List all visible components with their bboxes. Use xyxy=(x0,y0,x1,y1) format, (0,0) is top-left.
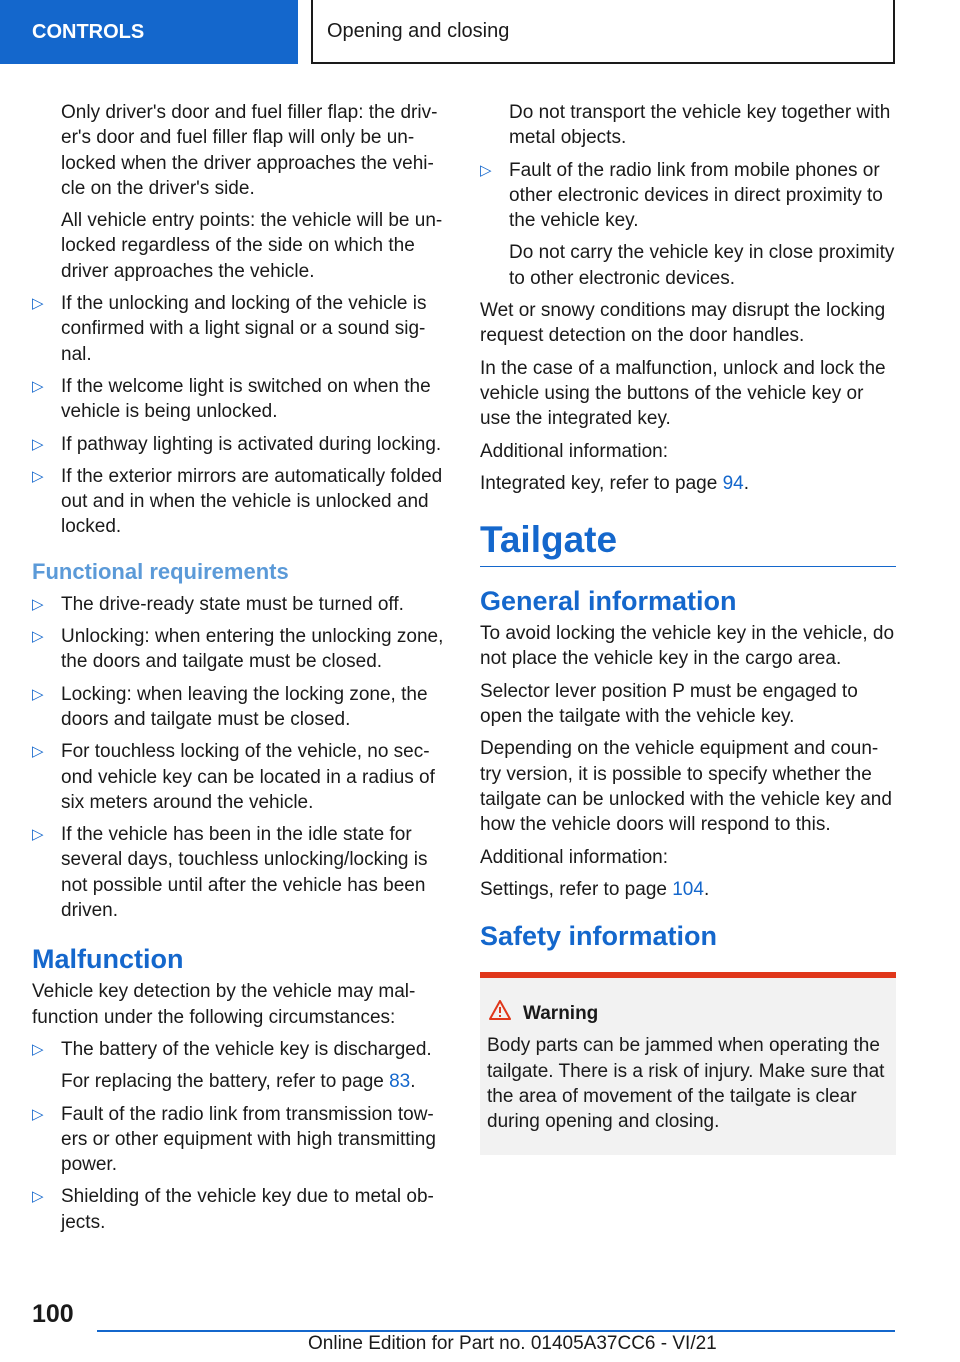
header-chapter-label xyxy=(311,0,895,64)
triangle-bullet-icon: ▷ xyxy=(32,1040,44,1058)
list-item-text: Fault of the radio link from transmission tow‐ers or other equipment with high transmitting power. xyxy=(61,1103,436,1176)
page-number: 100 xyxy=(32,1300,74,1328)
list-item xyxy=(32,592,445,617)
list-item xyxy=(32,624,445,675)
warning-triangle-icon xyxy=(489,1000,511,1027)
list-item xyxy=(32,1037,445,1095)
triangle-bullet-icon: ▷ xyxy=(32,435,44,453)
list-item xyxy=(32,682,445,733)
paragraph: Wet or snowy conditions may disrupt the locking request detection on the door handles. xyxy=(480,300,886,347)
paragraph: To avoid locking the vehicle key in the vehicle, do not place the vehicle key in the cargo area. xyxy=(480,623,895,670)
tailgate-heading: Tailgate xyxy=(480,518,896,567)
warning-label: Warning xyxy=(523,1003,599,1025)
chapter-title: Opening and closing xyxy=(327,19,510,42)
triangle-bullet-icon: ▷ xyxy=(32,1188,44,1206)
paragraph: Do not transport the vehicle key together with metal objects. xyxy=(509,102,891,149)
paragraph: All vehicle entry points: the vehicle will be un‐locked regardless of the side on which the driver approaches the vehicle. xyxy=(61,210,443,282)
safety-information-heading: Safety information xyxy=(480,921,718,952)
general-information-heading: General information xyxy=(480,586,737,617)
paragraph: Settings, refer to page 104. xyxy=(480,878,710,900)
functional-requirements-heading: Functional requirements xyxy=(32,558,289,584)
footer-edition: Online Edition for Part no. 01405A37CC6 - VI/21 xyxy=(308,1333,717,1354)
paragraph: Do not carry the vehicle key in close proximity to other electronic devices. xyxy=(509,242,895,289)
list-item xyxy=(32,739,445,815)
page-reference-link[interactable]: 94 xyxy=(722,472,744,494)
paragraph: Vehicle key detection by the vehicle may mal‐function under the following circumstances: xyxy=(32,981,416,1028)
list-item-text: Unlocking: when entering the unlocking zone, the doors and tailgate must be closed. xyxy=(61,626,444,673)
warning-box xyxy=(480,972,896,1154)
paragraph: Integrated key, refer to page 94. xyxy=(480,472,749,494)
left-column xyxy=(32,100,445,1242)
list-item xyxy=(32,1102,445,1178)
header-section-label xyxy=(0,0,298,64)
list-item-text: The battery of the vehicle key is discharged. xyxy=(61,1038,432,1060)
triangle-bullet-icon: ▷ xyxy=(480,161,492,179)
paragraph: In the case of a malfunction, unlock and lock the vehicle using the buttons of the vehicle key or use the integrated key. xyxy=(480,357,886,430)
page-reference-link[interactable]: 104 xyxy=(672,878,704,900)
reference-text: Integrated key, refer to page xyxy=(480,472,723,494)
list-item xyxy=(32,822,445,923)
list-item-text: Locking: when leaving the locking zone, the doors and tailgate must be closed. xyxy=(61,683,428,730)
list-item xyxy=(480,158,896,291)
list-item xyxy=(32,291,445,367)
warning-title xyxy=(487,1000,888,1027)
bullet-list xyxy=(32,592,445,924)
triangle-bullet-icon: ▷ xyxy=(32,467,44,485)
warning-text: Body parts can be jammed when operating the tailgate. There is a risk of injury. Make sure that the area of movement of the tailgate is clear during opening and closing. xyxy=(487,1035,885,1133)
list-item-text: Fault of the radio link from mobile phones or other electronic devices in direct proximity to the vehicle key. xyxy=(509,159,883,232)
list-item xyxy=(32,374,445,425)
reference-text: For replacing the battery, refer to page xyxy=(61,1071,390,1093)
triangle-bullet-icon: ▷ xyxy=(32,743,44,761)
list-item xyxy=(32,1184,445,1235)
paragraph: Selector lever position P must be engaged to open the tailgate with the vehicle key. xyxy=(480,680,858,728)
triangle-bullet-icon: ▷ xyxy=(32,377,44,395)
reference-text: Settings, refer to page xyxy=(480,878,673,900)
list-item-text: The drive-ready state must be turned off. xyxy=(61,593,404,615)
paragraph: Only driver's door and fuel filler flap: the driv‐er's door and fuel filler flap will only be un‐locked when the driver approaches the vehi‐cle on the driver's side. xyxy=(61,102,438,199)
section-title: CONTROLS xyxy=(32,20,145,43)
list-item-text: If the welcome light is switched on when the vehicle is being unlocked. xyxy=(61,375,431,423)
list-item-text: If the vehicle has been in the idle state for several days, touchless unlocking/locking is not possible until after the vehicle has been driven. xyxy=(61,824,428,922)
list-item xyxy=(32,464,445,540)
list-item-text: If the exterior mirrors are automatically folded out and in when the vehicle is unlocked and locked. xyxy=(61,465,443,538)
triangle-bullet-icon: ▷ xyxy=(32,826,44,844)
paragraph: Additional information: xyxy=(480,440,668,462)
paragraph: Additional information: xyxy=(480,846,668,868)
page-reference-link[interactable]: 83 xyxy=(389,1071,411,1093)
list-item-text: For touchless locking of the vehicle, no sec‐ond vehicle key can be located in a radius of six meters around the vehicle. xyxy=(61,741,435,813)
right-column xyxy=(480,100,896,1155)
footer-divider xyxy=(97,1330,895,1332)
paragraph: For replacing the battery, refer to page 83. xyxy=(61,1071,416,1093)
triangle-bullet-icon: ▷ xyxy=(32,685,44,703)
triangle-bullet-icon: ▷ xyxy=(32,295,44,313)
bullet-list xyxy=(32,1037,445,1235)
malfunction-heading: Malfunction xyxy=(32,944,184,975)
list-item xyxy=(32,432,445,457)
triangle-bullet-icon: ▷ xyxy=(32,595,44,613)
bullet-list xyxy=(480,158,896,291)
bullet-list xyxy=(32,291,445,540)
paragraph: Depending on the vehicle equipment and coun‐try version, it is possible to specify whether the tailgate can be unlocked with the vehicle key and how the vehicle doors will respond to this. xyxy=(480,738,892,836)
list-item-text: If pathway lighting is activated during locking. xyxy=(61,433,442,455)
list-item-text: Shielding of the vehicle key due to metal ob‐jects. xyxy=(61,1186,434,1233)
list-item-text: If the unlocking and locking of the vehicle is confirmed with a light signal or a sound sig‐nal. xyxy=(61,293,427,365)
triangle-bullet-icon: ▷ xyxy=(32,628,44,646)
triangle-bullet-icon: ▷ xyxy=(32,1105,44,1123)
